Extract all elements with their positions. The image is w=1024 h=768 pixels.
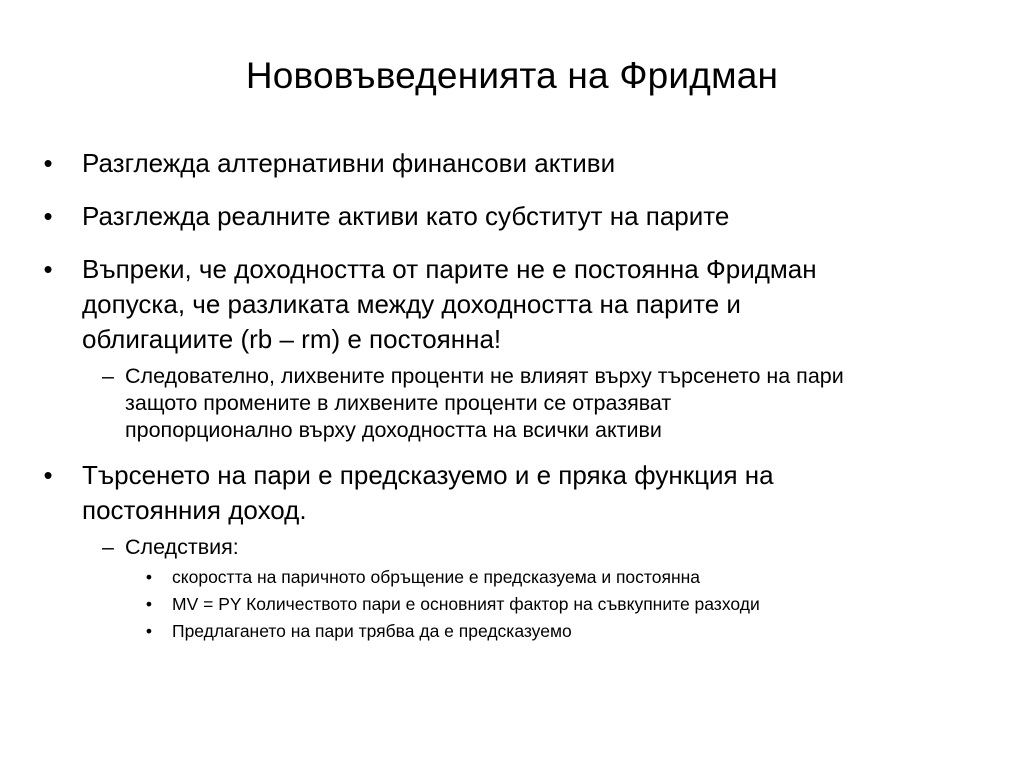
sub-bullet-item [82, 363, 998, 444]
sub-sub-bullet-text: Предлагането на пари трябва да е предсказуемо [172, 621, 572, 641]
bullet-item [38, 458, 998, 528]
sub-bullet-text-line: пропорционално върху доходността на всички активи [125, 418, 662, 442]
bullet-item [38, 146, 998, 181]
sub-sub-bullet-item [125, 565, 998, 590]
sub-bullet-text: Следствия: [125, 535, 239, 559]
sub-bullet-text-line: защото промените в лихвените проценти се отразяват [125, 391, 672, 415]
bullet-marker: • [43, 201, 53, 231]
slide-body [38, 146, 998, 646]
bullet-marker: • [145, 567, 153, 587]
sub-bullet-item [82, 534, 998, 561]
bullet-marker: • [145, 594, 153, 614]
bullet-item [38, 252, 998, 357]
bullet-marker: • [43, 254, 53, 284]
bullet-text: Разглежда реалните активи като субститут на парите [82, 201, 730, 231]
bullet-marker: • [43, 460, 53, 490]
bullet-marker: • [43, 148, 53, 178]
dash-marker: – [102, 535, 114, 559]
bullet-item [38, 199, 998, 234]
bullet-text-line: облигациите (rb – rm) е постоянна! [82, 324, 502, 354]
bullet-text: Разглежда алтернативни финансови активи [82, 148, 616, 178]
bullet-text-line: Въпреки, че доходността от парите не е постоянна Фридман [82, 254, 817, 284]
sub-bullet-text-line: Следователно, лихвените проценти не влияят върху търсенето на пари [125, 364, 844, 388]
sub-sub-bullet-item [125, 592, 998, 617]
sub-sub-bullet-text: MV = PY Количеството пари е основният фактор на съвкупните разходи [172, 594, 760, 614]
dash-marker: – [102, 364, 114, 388]
bullet-text-line: Търсенето на пари е предсказуемо и е пряка функция на [82, 460, 774, 490]
bullet-marker: • [145, 621, 153, 641]
bullet-text-line: постоянния доход. [82, 495, 307, 525]
sub-sub-bullet-item [125, 619, 998, 644]
slide-title: Нововъведенията на Фридман [245, 55, 779, 96]
sub-sub-bullet-text: скоростта на паричното обръщение е предсказуема и постоянна [172, 567, 701, 587]
bullet-text-line: допуска, че разликата между доходността на парите и [82, 289, 741, 319]
